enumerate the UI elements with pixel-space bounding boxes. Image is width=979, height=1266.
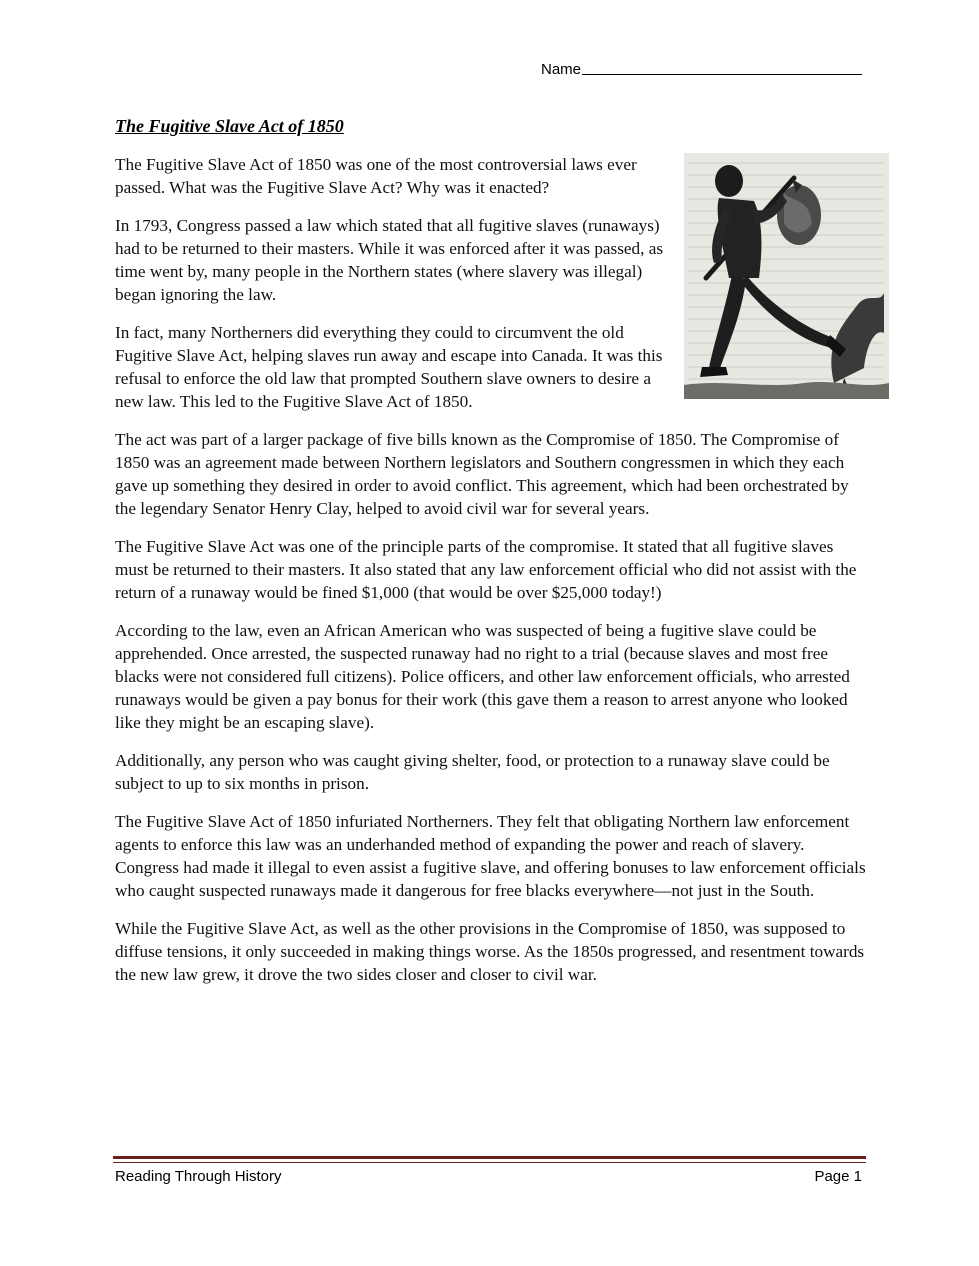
paragraph-1793-law: In 1793, Congress passed a law which stated that all fugitive slaves (runaways) had to be returned to their masters. While it was enforced after it was passed, as time went by, many people in the Northern states (where slavery was illegal) began ignoring the law. (115, 216, 664, 304)
paragraph-conclusion: While the Fugitive Slave Act, as well as the other provisions in the Compromise of 1850, was supposed to diffuse tensions, it only succeeded in making things worse. As the 1850s progressed, and resentment towards the new law grew, it drove the two sides closer and closer to civil war. (115, 919, 865, 984)
paragraph-infuriated: The Fugitive Slave Act of 1850 infuriated Northerners. They felt that obligating Northern law enforcement agents to enforce this law was an underhanded method of expanding the power and reach of slavery. Congress had made it illegal to even assist a fugitive slave, and offering bonuses to law enforcement officials who caught suspected runaways made it dangerous for free blacks everywhere—not just in the South. (115, 812, 866, 900)
paragraph-intro: The Fugitive Slave Act of 1850 was one of the most controversial laws ever passed. What was the Fugitive Slave Act? Why was it enacted? (115, 155, 637, 197)
paragraph-northerners: In fact, many Northerners did everything they could to circumvent the old Fugitive Slave Act, helping slaves run away and escape into Canada. It was this refusal to enforce the old law that prompted Southern slave owners to desire a new law. This led to the Fugitive Slave Act of 1850. (115, 323, 663, 411)
footer-page-number: Page 1 (814, 1168, 862, 1185)
footer-publication: Reading Through History (115, 1168, 282, 1185)
footer-divider (113, 1156, 866, 1163)
name-blank-line[interactable] (582, 60, 862, 75)
paragraph-according-to-law: According to the law, even an African American who was suspected of being a fugitive slave could be apprehended. Once arrested, the suspected runaway had no right to a trial (because slaves and most free blacks were not considered full citizens). Police officers, and other law enforcement officials, who arrested runaways would be given a pay bonus for their work (this gave them a reason to arrest anyone who looked like they might be an escaping slave). (115, 621, 850, 732)
name-field (541, 60, 862, 78)
paragraph-principle-parts: The Fugitive Slave Act was one of the principle parts of the compromise. It stated that all fugitive slaves must be returned to their masters. It also stated that any law enforcement official who did not assist with the return of a runaway would be fined $1,000 (that would be over $25,000 today!) (115, 537, 857, 602)
paragraph-additionally: Additionally, any person who was caught giving shelter, food, or protection to a runaway slave could be subject to up to six months in prison. (115, 751, 830, 793)
article-body (115, 153, 867, 1001)
page-title: The Fugitive Slave Act of 1850 (115, 116, 344, 136)
name-label: Name (541, 61, 582, 78)
paragraph-compromise: The act was part of a larger package of five bills known as the Compromise of 1850. The Compromise of 1850 was an agreement made between Northern legislators and Southern congressmen in which they each gave up something they desired in order to avoid conflict. This agreement, which had been orchestrated by the legendary Senator Henry Clay, helped to avoid civil war for several years. (115, 430, 849, 518)
